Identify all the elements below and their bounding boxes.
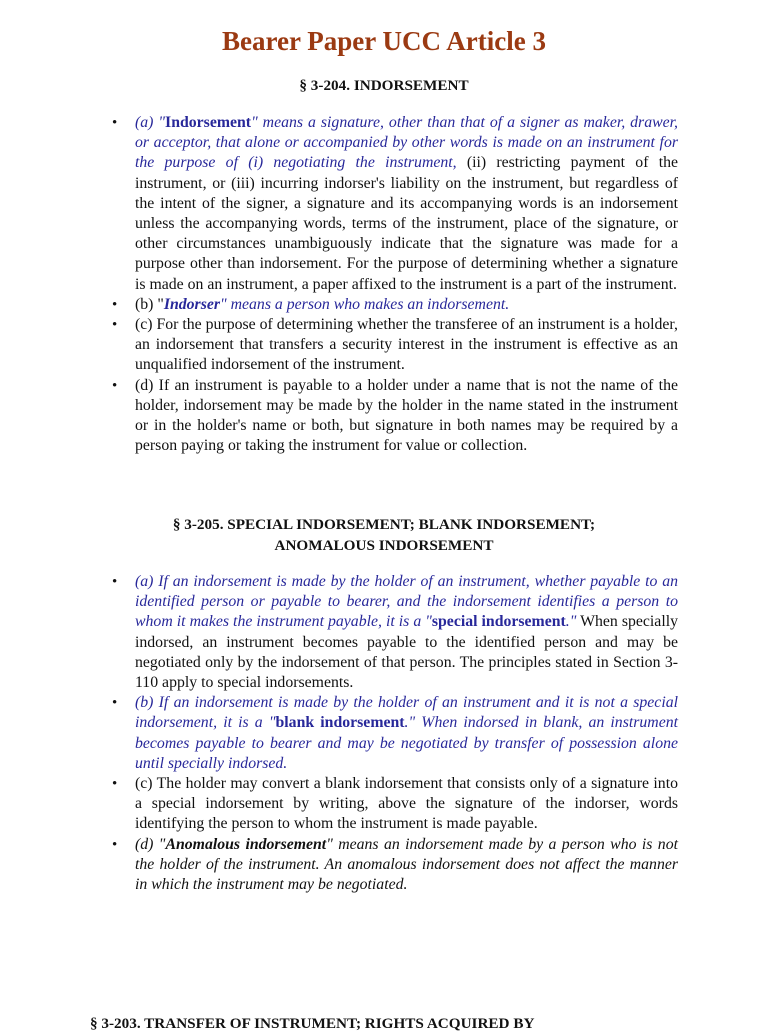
page-title: Bearer Paper UCC Article 3 <box>222 26 546 56</box>
list-item-3-204-a <box>112 113 678 295</box>
body-text: (ii) restricting payment of the instrument, or (iii) incurring indorser's liability on the instrument, but regardless of the intent of the signer, a signature and its accompanying words is an indorsement unless the accompanying words, terms of the instrument, place of the signature, or other circumstances unambiguously indicate that the signature was made for a purpose other than indorsement. For the purpose of determining whether a signature is made on an instrument, a paper affixed to the instrument is a part of the instrument. <box>135 154 678 293</box>
defined-term: Anomalous indorsement <box>165 835 327 853</box>
defined-term: Indorser <box>163 295 221 313</box>
definition-text: (a) If an indorsement is made by the holder of an instrument, whether payable to an identified person or payable to bearer, and the indorsement identifies a person to whom it makes the instrument payable, it is a "special indorsement." <box>135 573 678 631</box>
bullet-icon: • <box>112 776 118 793</box>
list-item-3-205-a <box>112 572 678 693</box>
bullet-icon: • <box>112 836 118 853</box>
section-3-205-list <box>112 572 678 895</box>
section-heading-3-204: § 3-204. INDORSEMENT <box>299 77 469 94</box>
list-item-3-204-c <box>112 315 678 376</box>
list-item-3-205-c <box>112 774 678 835</box>
bullet-icon: • <box>112 317 118 334</box>
defined-term: blank indorsement <box>275 714 405 732</box>
definition-text: " means a person who makes an indorsement. <box>220 295 510 313</box>
next-section-heading: § 3-203. TRANSFER OF INSTRUMENT; RIGHTS ACQUIRED BY <box>90 1015 535 1032</box>
list-item-3-205-d: • (d) "Anomalous indorsement" means an indorsement made by a person who is not the holder of the instrument. An anomalous indorsement does not affect the manner in which the instrument may be negotiated. <box>112 835 678 894</box>
section-heading-3-205: § 3-205. SPECIAL INDORSEMENT; BLANK INDORSEMENT; ANOMALOUS INDORSEMENT <box>172 516 596 554</box>
bullet-icon: • <box>112 296 118 313</box>
definition-text: " means an indorsement made by a person who is not the holder of the instrument. An anomalous indorsement does not affect the manner in which the instrument may be negotiated. <box>135 835 678 894</box>
defined-term: special indorsement <box>431 613 566 631</box>
section-3-204-list <box>112 113 678 456</box>
body-text: When specially indorsed, an instrument becomes payable to the identified person and may be negotiated only by the indorsement of that person. The principles stated in Section 3-110 apply to special indorsements. <box>135 613 678 692</box>
list-item-3-204-d <box>112 376 678 457</box>
definition-text: (b) If an indorsement is made by the holder of an instrument and it is not a special indorsement, it is a "blank indorsement." When indorsed in blank, an instrument becomes payable to bearer and may be negotiated by transfer of possession alone until specially indorsed. <box>135 694 678 772</box>
body-text: (c) The holder may convert a blank indorsement that consists only of a signature into a special indorsement by writing, above the signature of the indorser, words identifying the person to whom the instrument is made payable. <box>135 775 678 833</box>
bullet-icon: • <box>112 377 118 394</box>
bullet-icon: • <box>112 695 118 712</box>
list-item-3-204-b: • (b) "Indorser" means a person who makes an indorsement. <box>112 295 678 315</box>
definition-text: (a) "Indorsement" means a signature, other than that of a signer as maker, drawer, or acceptor, that alone or accompanied by other words is made on an instrument for the purpose of (i) negotiating the instrument, <box>135 114 678 172</box>
defined-term: Indorsement <box>165 114 252 131</box>
body-text: (c) For the purpose of determining whether the transferee of an instrument is a holder, an indorsement that transfers a security interest in the instrument is effective as an unqualified indorsement of the instrument. <box>135 316 678 374</box>
body-text: (d) If an instrument is payable to a holder under a name that is not the name of the holder, indorsement may be made by the holder in the name stated in the instrument or in the holder's name or both, but signature in both names may be required by a person paying or taking the instrument for value or collection. <box>135 376 678 455</box>
bullet-icon: • <box>112 115 118 131</box>
bullet-icon: • <box>112 574 118 590</box>
list-item-3-205-b <box>112 693 678 774</box>
